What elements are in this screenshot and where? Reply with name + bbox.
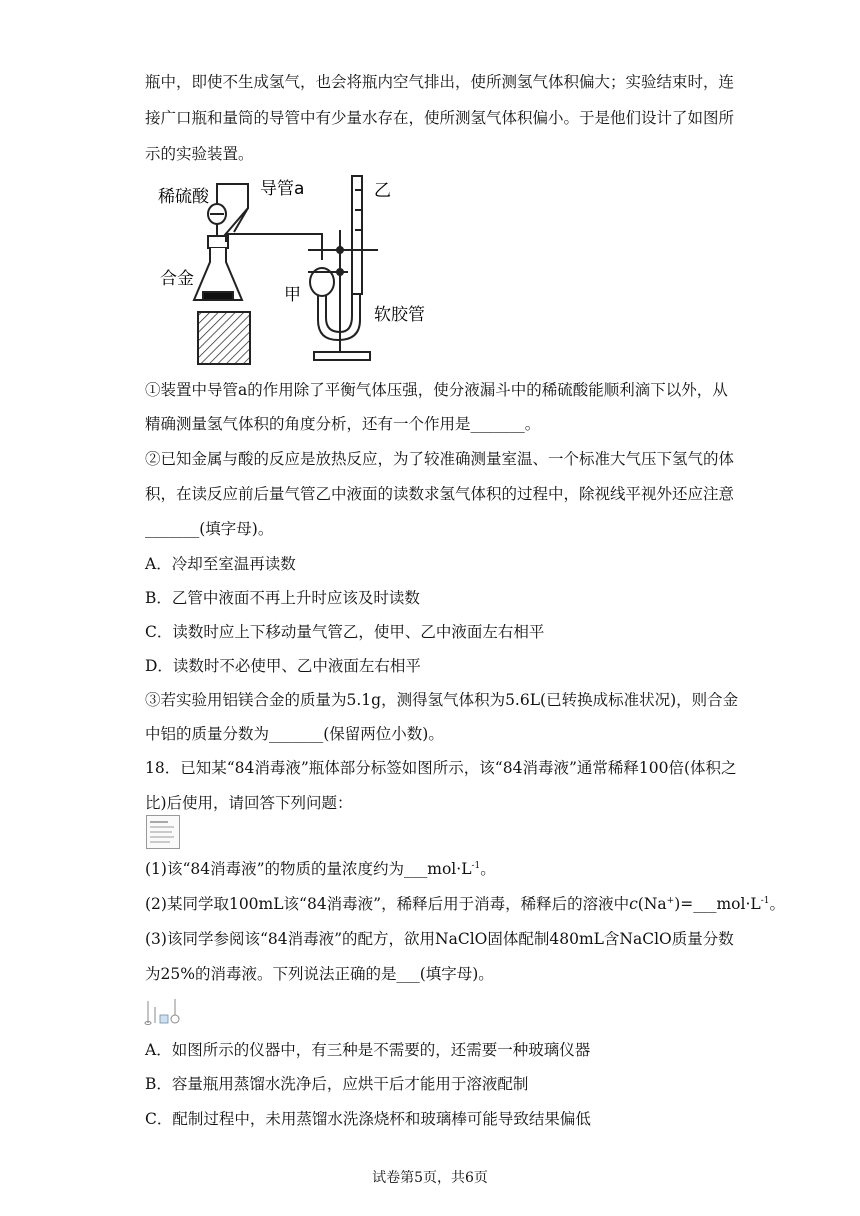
text-line: 比)后使用，请回答下列问题： — [145, 794, 353, 812]
flask-assembly — [194, 184, 322, 364]
text-line: ①装置中导管a的作用除了平衡气体压强，使分液漏斗中的稀硫酸能顺利滴下以外，从 — [145, 381, 728, 399]
sub-question-1: (1)该“84消毒液”的物质的量浓度约为$\_\_\_mol\cdot L^{-1}$。 — [145, 860, 496, 878]
text-line: 中铝的质量分数为_______(保留两位小数)。 — [145, 725, 444, 743]
text-line: 精确测量氢气体积的角度分析，还有一个作用是_______。 — [145, 415, 541, 433]
text-line: 示的实验装置。 — [145, 145, 254, 163]
label-hose: 软胶管 — [374, 305, 425, 325]
gas-burette-assembly — [308, 176, 378, 360]
text-line: 积，在读反应前后量气管乙中液面的读数求氢气体积的过程中，除视线平视外还应注意 — [145, 485, 735, 503]
label-acid: 稀硫酸 — [158, 187, 209, 207]
answer-a: A．如图所示的仪器中，有三种是不需要的，还需要一种玻璃仪器 — [145, 1041, 591, 1059]
text-line: 为25%的消毒液。下列说法正确的是___(填字母)。 — [145, 965, 494, 983]
text-line: _______(填字母)。 — [145, 520, 274, 538]
option-d: D．读数时不必使甲、乙中液面左右相平 — [145, 657, 421, 675]
label-alloy: 合金 — [160, 269, 194, 289]
answer-c: C．配制过程中，未用蒸馏水洗涤烧杯和玻璃棒可能导致结果偏低 — [145, 1110, 591, 1128]
page-footer: 试卷第5页，共6页 — [372, 1170, 488, 1186]
option-a: A．冷却至室温再读数 — [145, 555, 296, 573]
option-b: B．乙管中液面不再上升时应该及时读数 — [145, 589, 420, 607]
sub-question-3: (3)该同学参阅该“84消毒液”的配方，欲用NaClO固体配制480mL含NaClO质量分数 — [145, 930, 734, 948]
label-jia: 甲 — [284, 285, 301, 305]
text-line: ②已知金属与酸的反应是放热反应，为了较准确测量室温、一个标准大气压下氢气的体 — [145, 450, 735, 468]
label-tube-a: 导管a — [260, 179, 305, 199]
question-18: 18．已知某“84消毒液”瓶体部分标签如图所示，该“84消毒液”通常稀释100倍(体积之 — [145, 759, 737, 777]
answer-b: B．容量瓶用蒸馏水洗净后，应烘干后才能用于溶液配制 — [145, 1075, 529, 1093]
text-line: 瓶中，即使不生成氢气，也会将瓶内空气排出，使所测氢气体积偏大；实验结束时，连 — [145, 73, 735, 91]
sub-question-2: (2)某同学取100mL该“84消毒液”，稀释后用于消毒，稀释后的溶液中$c(Na^+)=\_\_\_mol\cdot L^{-1}$。 — [145, 895, 785, 913]
label-yi: 乙 — [374, 181, 391, 201]
text-line: ③若实验用铝镁合金的质量为5.1g，测得氢气体积为5.6L(已转换成标准状况)，则合金 — [145, 691, 739, 709]
apparatus-diagram — [148, 170, 448, 370]
text-line: 接广口瓶和量筒的导管中有少量水存在，使所测氢气体积偏小。于是他们设计了如图所 — [145, 109, 735, 127]
instruments-image — [144, 997, 184, 1027]
option-c: C．读数时应上下移动量气管乙，使甲、乙中液面左右相平 — [145, 623, 545, 641]
label-image — [146, 815, 180, 849]
